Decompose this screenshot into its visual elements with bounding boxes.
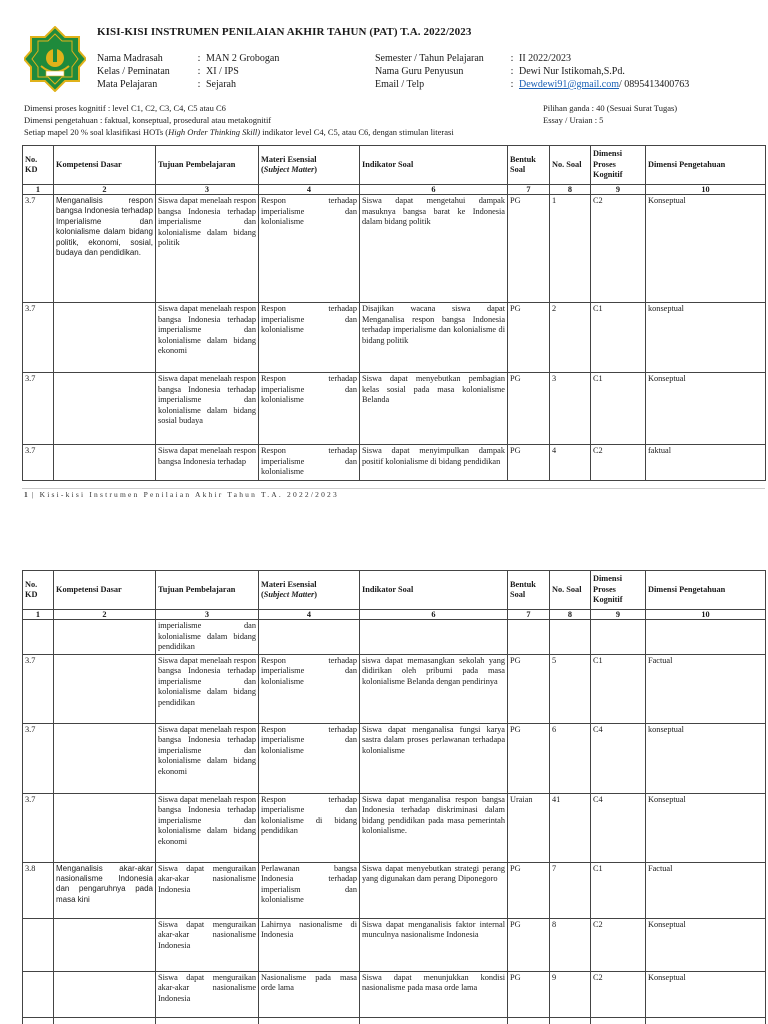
cell-no-kd: 3.7 [23, 793, 54, 862]
cell-dimensi-proses-kognitif: C1 [591, 373, 646, 445]
footer-text: | Kisi-kisi Instrumen Penilaian Akhir Tahun T.A. 2022/2023 [27, 490, 339, 499]
table-row [23, 1017, 766, 1024]
cell-materi-esensial [259, 1017, 360, 1024]
cell-tujuan-pembelajaran [156, 1017, 259, 1024]
cell-dimensi-proses-kognitif: C2 [591, 445, 646, 481]
cell-kompetensi-dasar: Menganalisis akar-akar nasionalisme Indonesia dan pengaruhnya pada masa kini [54, 862, 156, 918]
cell-kompetensi-dasar [54, 303, 156, 373]
cell-dimensi-proses-kognitif: C1 [591, 654, 646, 723]
cell-dimensi-pengetahuan: Konseptual [646, 195, 766, 303]
cell-dimensi-pengetahuan: Factual [646, 862, 766, 918]
cell-bentuk-soal: PG [508, 445, 550, 481]
cell-indikator-soal: Siswa dapat menganalisis faktor internal munculnya nasionalisme Indonesia [360, 918, 508, 971]
cell-kompetensi-dasar [54, 918, 156, 971]
cell-dimensi-proses-kognitif: C1 [591, 303, 646, 373]
cell-bentuk-soal: PG [508, 654, 550, 723]
table-row [23, 445, 766, 481]
cell-indikator-soal: Siswa dapat menganalisa fungsi karya sastra dalam proses perlawanan terhadapa kolonialisme [360, 723, 508, 793]
cell-dimensi-pengetahuan: konseptual [646, 303, 766, 373]
cell-bentuk-soal: Uraian [508, 793, 550, 862]
table-header-row [23, 571, 766, 610]
column-number: 8 [550, 610, 591, 620]
cell-dimensi-pengetahuan: Konseptual [646, 971, 766, 1017]
page-footer [24, 490, 339, 499]
table-row [23, 195, 766, 303]
column-number: 9 [591, 610, 646, 620]
header-tujuan-pembelajaran: Tujuan Pembelajaran [156, 571, 259, 610]
cell-no-soal: 9 [550, 971, 591, 1017]
school-info [97, 52, 279, 91]
table-row [23, 373, 766, 445]
document-title: KISI-KISI INSTRUMEN PENILAIAN AKHIR TAHUN (PAT) T.A. 2022/2023 [97, 26, 472, 38]
cell-dimensi-proses-kognitif [591, 1017, 646, 1024]
info-hots: Setiap mapel 20 % soal klasifikasi HOTs (High Order Thinking Skill) indikator level C4, C5, atau C6, dengan stimulan literasi [24, 127, 454, 137]
cell-kompetensi-dasar [54, 445, 156, 481]
ministry-logo-icon [24, 26, 86, 92]
column-number-row [23, 610, 766, 620]
cell-bentuk-soal: PG [508, 195, 550, 303]
column-number: 7 [508, 185, 550, 195]
table-row [23, 654, 766, 723]
header-dimensi-proses-kognitif: Dimensi Proses Kognitif [591, 146, 646, 185]
cell-dimensi-proses-kognitif: C2 [591, 971, 646, 1017]
header-bentuk-soal: Bentuk Soal [508, 146, 550, 185]
cell-dimensi-proses-kognitif: C1 [591, 862, 646, 918]
header-bentuk-soal: Bentuk Soal [508, 571, 550, 610]
cell-dimensi-pengetahuan: konseptual [646, 723, 766, 793]
cell-no-soal: 6 [550, 723, 591, 793]
column-number: 3 [156, 610, 259, 620]
header-kompetensi-dasar: Kompetensi Dasar [54, 146, 156, 185]
cell-no-soal: 2 [550, 303, 591, 373]
cell-tujuan-pembelajaran: Siswa dapat menelaah respon bangsa Indonesia terhadap imperialisme dan kolonialisme dalam bidang politik [156, 195, 259, 303]
table-row [23, 303, 766, 373]
cell-materi-esensial: Respon terhadap imperialisme dan kolonialisme [259, 445, 360, 481]
header-no-kd: No. KD [23, 146, 54, 185]
cell-bentuk-soal [508, 1017, 550, 1024]
cell-no-kd: 3.7 [23, 654, 54, 723]
kisi-kisi-table-page1 [22, 145, 766, 481]
cell-no-soal: 1 [550, 195, 591, 303]
cell-bentuk-soal: PG [508, 723, 550, 793]
cell-tujuan-pembelajaran: Siswa dapat menelaah respon bangsa Indonesia terhadap imperialisme dan kolonialisme dalam bidang pendidikan [156, 654, 259, 723]
column-number: 2 [54, 185, 156, 195]
kisi-kisi-table-page2 [22, 570, 766, 1024]
cell-no-soal: 8 [550, 918, 591, 971]
cell-no-kd [23, 1017, 54, 1024]
cell-no-soal: 3 [550, 373, 591, 445]
cell-kompetensi-dasar [54, 723, 156, 793]
header-no-soal: No. Soal [550, 146, 591, 185]
header-tujuan-pembelajaran: Tujuan Pembelajaran [156, 146, 259, 185]
table-row [23, 620, 766, 655]
info-pilihan-ganda: Pilihan ganda : 40 (Sesuai Surat Tugas) [543, 103, 678, 113]
cell-materi-esensial: Respon terhadap imperialisme dan kolonialisme [259, 303, 360, 373]
teacher-info [375, 52, 689, 91]
cell-bentuk-soal: PG [508, 971, 550, 1017]
table-header-row [23, 146, 766, 185]
meta-row-semester: Semester / Tahun Pelajaran : II 2022/2023 [375, 53, 571, 64]
table-body-page2 [23, 620, 766, 1024]
cell-dimensi-pengetahuan [646, 1017, 766, 1024]
cell-indikator-soal: Siswa dapat menunjukkan kondisi nasionalisme pada masa orde lama [360, 971, 508, 1017]
cell-kompetensi-dasar [54, 793, 156, 862]
table-row [23, 793, 766, 862]
cell-no-soal [550, 1017, 591, 1024]
column-number-row [23, 185, 766, 195]
cell-no-kd: 3.8 [23, 862, 54, 918]
table-row [23, 723, 766, 793]
table-row [23, 918, 766, 971]
cell-indikator-soal: Siswa dapat menyebutkan strategi perang yang digunakan dam perang Diponegoro [360, 862, 508, 918]
meta-row-mapel: Mata Pelajaran : Sejarah [97, 79, 236, 90]
cell-no-kd: 3.7 [23, 373, 54, 445]
cell-no-kd: 3.7 [23, 445, 54, 481]
cell-indikator-soal: Siswa dapat mengetahui dampak masuknya bangsa barat ke Indonesia dalam bidang politik [360, 195, 508, 303]
column-number: 3 [156, 185, 259, 195]
header-materi-esensial: Materi Esensial (Subject Matter) [259, 571, 360, 610]
cell-indikator-soal: Disajikan wacana siswa dapat Menganalisa respon bangsa Indonesia terhadap imperialisme dan kolonialisme di bidang politik [360, 303, 508, 373]
table-row [23, 862, 766, 918]
email-link[interactable]: Dewdewi91@gmail.com [519, 79, 620, 90]
header-indikator-soal: Indikator Soal [360, 571, 508, 610]
cell-dimensi-pengetahuan: Konseptual [646, 918, 766, 971]
table-row [23, 971, 766, 1017]
header-no-soal: No. Soal [550, 571, 591, 610]
column-number: 1 [23, 610, 54, 620]
column-number: 8 [550, 185, 591, 195]
column-number: 10 [646, 610, 766, 620]
cell-no-kd [23, 620, 54, 655]
cell-no-soal [550, 620, 591, 655]
meta-row-email: Email / Telp : Dewdewi91@gmail.com / 0895413400763 [375, 79, 690, 90]
cell-kompetensi-dasar [54, 620, 156, 655]
header-dimensi-pengetahuan: Dimensi Pengetahuan [646, 571, 766, 610]
cell-no-kd: 3.7 [23, 723, 54, 793]
cell-tujuan-pembelajaran: Siswa dapat menguraikan akar-akar nasionalisme Indonesia [156, 918, 259, 971]
info-knowledge: Dimensi pengetahuan : faktual, konseptual, prosedural atau metakognitif [24, 115, 272, 125]
cell-no-kd: 3.7 [23, 303, 54, 373]
cell-dimensi-proses-kognitif [591, 620, 646, 655]
header-dimensi-pengetahuan: Dimensi Pengetahuan [646, 146, 766, 185]
column-number: 6 [360, 610, 508, 620]
cell-kompetensi-dasar [54, 373, 156, 445]
cell-tujuan-pembelajaran: Siswa dapat menelaah respon bangsa Indonesia terhadap imperialisme dan kolonialisme dalam bidang ekonomi [156, 793, 259, 862]
cell-tujuan-pembelajaran: Siswa dapat menelaah respon bangsa Indonesia terhadap imperialisme dan kolonialisme dalam bidang ekonomi [156, 303, 259, 373]
document-page-1 [0, 0, 768, 505]
cell-indikator-soal: Siswa dapat menyimpulkan dampak positif kolonialisme di bidang pendidikan [360, 445, 508, 481]
column-number: 4 [259, 185, 360, 195]
cell-bentuk-soal: PG [508, 918, 550, 971]
cell-bentuk-soal: PG [508, 303, 550, 373]
cell-dimensi-proses-kognitif: C4 [591, 723, 646, 793]
cell-no-soal: 4 [550, 445, 591, 481]
cell-indikator-soal [360, 1017, 508, 1024]
cell-indikator-soal: siswa dapat memasangkan sekolah yang didirikan oleh pribumi pada masa kolonialisme Belanda dengan pendirinya [360, 654, 508, 723]
column-number: 1 [23, 185, 54, 195]
header-materi-esensial: Materi Esensial (Subject Matter) [259, 146, 360, 185]
cell-tujuan-pembelajaran: Siswa dapat menelaah respon bangsa Indonesia terhadap imperialisme dan kolonialisme dalam bidang ekonomi [156, 723, 259, 793]
cell-no-kd: 3.7 [23, 195, 54, 303]
cell-indikator-soal [360, 620, 508, 655]
cell-kompetensi-dasar [54, 654, 156, 723]
cell-dimensi-pengetahuan: faktual [646, 445, 766, 481]
cell-materi-esensial: Respon terhadap imperialisme dan kolonialisme [259, 373, 360, 445]
cell-materi-esensial: Respon terhadap imperialisme dan kolonialisme [259, 195, 360, 303]
cell-kompetensi-dasar [54, 1017, 156, 1024]
header-no-kd: No. KD [23, 571, 54, 610]
document-page-2 [0, 545, 768, 1024]
cell-kompetensi-dasar [54, 971, 156, 1017]
meta-row-kelas: Kelas / Peminatan : XI / IPS [97, 66, 239, 77]
cell-tujuan-pembelajaran: imperialisme dan kolonialisme dalam bidang pendidikan [156, 620, 259, 655]
header-indikator-soal: Indikator Soal [360, 146, 508, 185]
cell-no-soal: 41 [550, 793, 591, 862]
cell-no-soal: 7 [550, 862, 591, 918]
cell-dimensi-proses-kognitif: C4 [591, 793, 646, 862]
page-number: 1 [24, 490, 28, 499]
cell-dimensi-proses-kognitif: C2 [591, 195, 646, 303]
header-dimensi-proses-kognitif: Dimensi Proses Kognitif [591, 571, 646, 610]
cell-bentuk-soal: PG [508, 862, 550, 918]
cell-dimensi-pengetahuan [646, 620, 766, 655]
column-number: 7 [508, 610, 550, 620]
column-number: 9 [591, 185, 646, 195]
cell-dimensi-proses-kognitif: C2 [591, 918, 646, 971]
cell-materi-esensial: Lahirnya nasionalisme di Indonesia [259, 918, 360, 971]
cell-no-kd [23, 918, 54, 971]
column-number: 4 [259, 610, 360, 620]
cell-indikator-soal: Siswa dapat menyebutkan pembagian kelas sosial pada masa kolonialisme Belanda [360, 373, 508, 445]
cell-dimensi-pengetahuan: Konseptual [646, 793, 766, 862]
meta-row-madrasah: Nama Madrasah : MAN 2 Grobogan [97, 53, 280, 64]
cell-materi-esensial: Nasionalisme pada masa orde lama [259, 971, 360, 1017]
cell-dimensi-pengetahuan: Konseptual [646, 373, 766, 445]
cell-dimensi-pengetahuan: Factual [646, 654, 766, 723]
table-body-page1 [23, 195, 766, 481]
cell-materi-esensial: Respon terhadap imperialisme dan kolonialisme di bidang pendidikan [259, 793, 360, 862]
footer-divider [22, 488, 765, 489]
column-number: 10 [646, 185, 766, 195]
info-cognitive: Dimensi proses kognitif : level C1, C2, C3, C4, C5 atau C6 [24, 103, 226, 113]
cell-indikator-soal: Siswa dapat menganalisa respon bangsa Indonesia terhadap diskriminasi dalam bidang pendidikan pada masa pemerintah kolonialisme. [360, 793, 508, 862]
cell-materi-esensial: Perlawanan bangsa Indonesia terhadap imperialism dan kolonialisme [259, 862, 360, 918]
cell-bentuk-soal [508, 620, 550, 655]
cell-tujuan-pembelajaran: Siswa dapat menelaah respon bangsa Indonesia terhadap [156, 445, 259, 481]
cell-no-soal: 5 [550, 654, 591, 723]
column-number: 2 [54, 610, 156, 620]
cell-materi-esensial [259, 620, 360, 655]
cell-bentuk-soal: PG [508, 373, 550, 445]
cell-tujuan-pembelajaran: Siswa dapat menguraikan akar-akar nasionalisme Indonesia [156, 971, 259, 1017]
column-number: 6 [360, 185, 508, 195]
cell-kompetensi-dasar: Menganalisis respon bangsa Indonesia terhadap Imperialisme dan kolonialisme dalam bidang politik, ekonomi, sosial, budaya dan pendidikan. [54, 195, 156, 303]
cell-materi-esensial: Respon terhadap imperialisme dan kolonialisme [259, 654, 360, 723]
cell-no-kd [23, 971, 54, 1017]
cell-materi-esensial: Respon terhadap imperialisme dan kolonialisme [259, 723, 360, 793]
info-essay: Essay / Uraian : 5 [543, 115, 604, 125]
header-kompetensi-dasar: Kompetensi Dasar [54, 571, 156, 610]
cell-tujuan-pembelajaran: Siswa dapat menelaah respon bangsa Indonesia terhadap imperialisme dan kolonialisme dalam bidang sosial budaya [156, 373, 259, 445]
cell-tujuan-pembelajaran: Siswa dapat menguraikan akar-akar nasionalisme Indonesia [156, 862, 259, 918]
meta-row-guru: Nama Guru Penyusun : Dewi Nur Istikomah,S.Pd. [375, 66, 625, 77]
